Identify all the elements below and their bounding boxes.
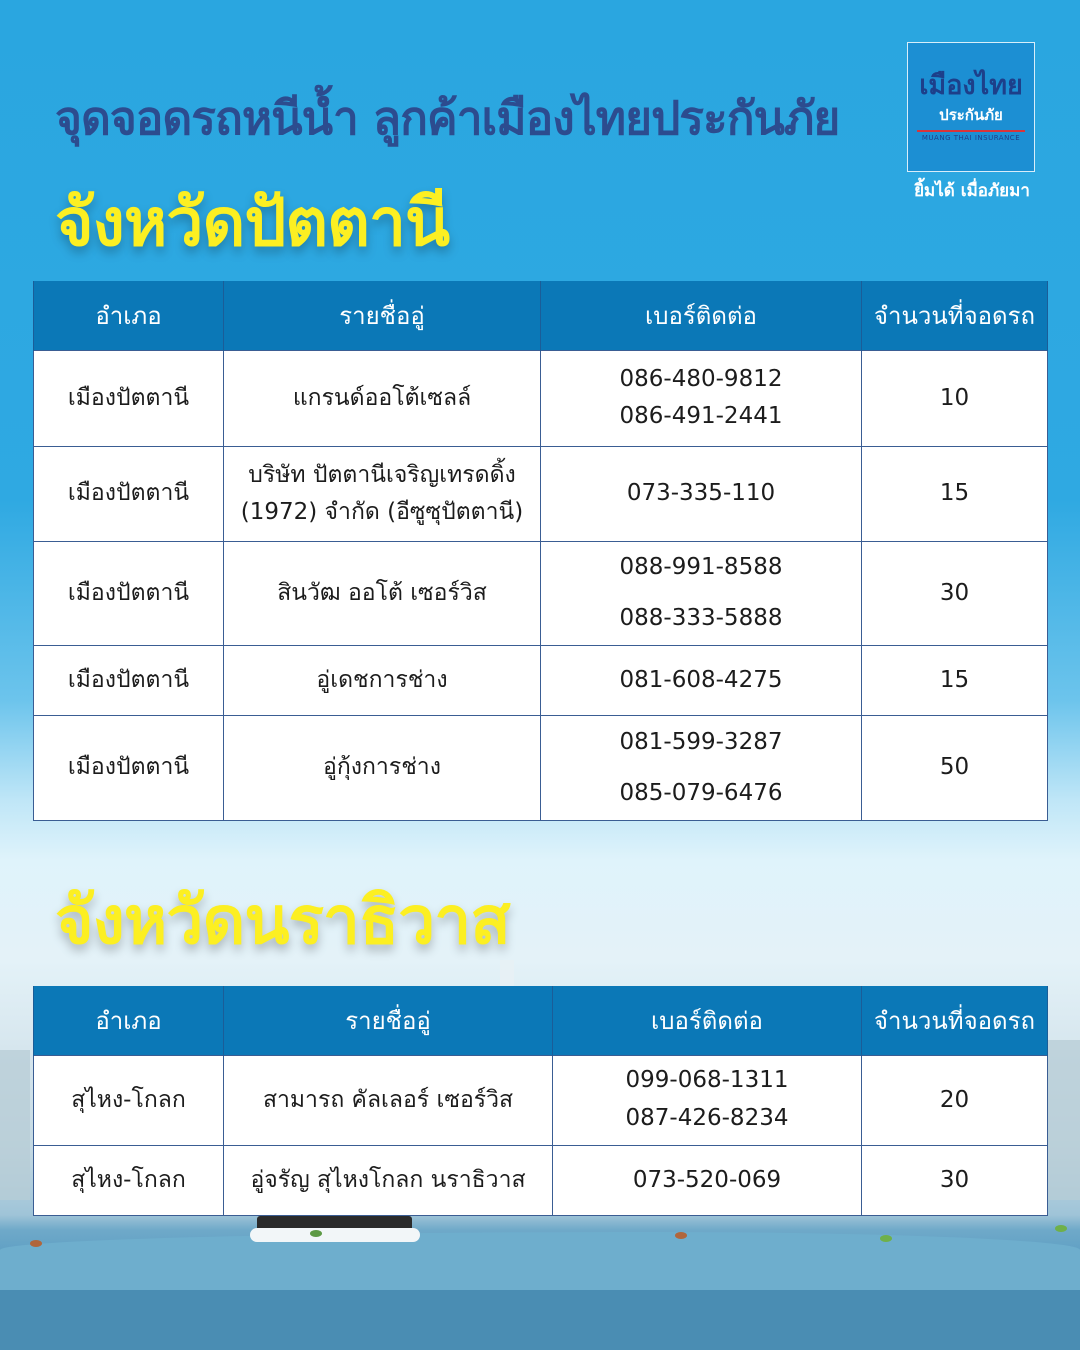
capacity-cell: 10 — [862, 350, 1048, 446]
capacity-cell: 30 — [862, 1145, 1048, 1215]
phone-number[interactable]: 081-608-4275 — [619, 666, 783, 693]
province-title-pattani: จังหวัดปัตตานี — [55, 184, 450, 261]
district-cell: เมืองปัตตานี — [34, 446, 224, 541]
phone-number[interactable]: 086-491-2441 — [619, 403, 783, 429]
phone-number[interactable]: 099-068-1311 — [625, 1067, 789, 1094]
phone-cell — [541, 541, 862, 645]
garage-cell: สินวัฒ ออโต้ เซอร์วิส — [224, 541, 541, 645]
phone-cell — [541, 446, 862, 541]
table-row — [34, 645, 1048, 715]
table-row — [34, 1055, 1048, 1145]
phone-cell — [553, 1145, 862, 1215]
logo-name-th: เมืองไทย — [919, 70, 1023, 101]
table-row — [34, 446, 1048, 541]
phone-number[interactable]: 086-480-9812 — [619, 366, 783, 393]
table-header-row — [34, 986, 1048, 1055]
column-header-phone: เบอร์ติดต่อ — [541, 281, 862, 350]
phone-cell — [541, 715, 862, 820]
phone-number[interactable]: 081-599-3287 — [619, 728, 783, 755]
phone-number[interactable]: 087-426-8234 — [625, 1105, 789, 1131]
garage-cell: อู่กุ้งการช่าง — [224, 715, 541, 820]
table-row — [34, 350, 1048, 446]
phone-number[interactable]: 085-079-6476 — [619, 779, 783, 806]
table-row — [34, 541, 1048, 645]
district-cell: สุไหง-โกลก — [34, 1145, 224, 1215]
garage-cell: สามารถ คัลเลอร์ เซอร์วิส — [224, 1055, 553, 1145]
garage-cell: แกรนด์ออโต้เซลล์ — [224, 350, 541, 446]
capacity-cell: 20 — [862, 1055, 1048, 1145]
phone-number[interactable]: 073-520-069 — [632, 1166, 782, 1193]
table-header-row — [34, 281, 1048, 350]
column-header-garage: รายชื่ออู่ — [224, 986, 553, 1055]
phone-cell — [553, 1055, 862, 1145]
capacity-cell: 30 — [862, 541, 1048, 645]
column-header-district: อำเภอ — [34, 986, 224, 1055]
column-header-district: อำเภอ — [34, 281, 224, 350]
column-header-phone: เบอร์ติดต่อ — [553, 986, 862, 1055]
logo-name-en: MUANG THAI INSURANCE — [921, 134, 1021, 142]
province-title-narathiwat: จังหวัดนราธิวาส — [55, 882, 510, 959]
district-cell: สุไหง-โกลก — [34, 1055, 224, 1145]
table-row — [34, 715, 1048, 820]
district-cell: เมืองปัตตานี — [34, 350, 224, 446]
garage-cell — [224, 446, 541, 541]
garage-cell: อู่เดชการช่าง — [224, 645, 541, 715]
phone-number[interactable]: 073-335-110 — [626, 480, 776, 507]
capacity-cell: 50 — [862, 715, 1048, 820]
phone-number[interactable]: 088-333-5888 — [619, 605, 783, 631]
logo-sub-th: ประกันภัย — [939, 106, 1003, 124]
capacity-cell: 15 — [862, 446, 1048, 541]
garage-name-line: บริษัท ปัตตานีเจริญเทรดดิ้ง — [248, 461, 516, 488]
water-foam — [250, 1228, 420, 1242]
garage-cell: อู่จรัญ สุไหงโกลก นราธิวาส — [224, 1145, 553, 1215]
submerged-car-icon — [257, 1216, 412, 1238]
phone-cell — [541, 645, 862, 715]
district-cell: เมืองปัตตานี — [34, 645, 224, 715]
table-row — [34, 1145, 1048, 1215]
pattani-parking-table — [33, 281, 1048, 821]
district-cell: เมืองปัตตานี — [34, 715, 224, 820]
capacity-cell: 15 — [862, 645, 1048, 715]
phone-number[interactable]: 088-991-8588 — [619, 554, 783, 581]
column-header-capacity: จำนวนที่จอดรถ — [862, 281, 1048, 350]
district-cell: เมืองปัตตานี — [34, 541, 224, 645]
garage-name-line: (1972) จำกัด (อีซูซุปัตตานี) — [240, 498, 524, 525]
page-title: จุดจอดรถหนีน้ำ ลูกค้าเมืองไทยประกันภัย — [55, 91, 840, 145]
logo-divider — [917, 130, 1025, 132]
column-header-garage: รายชื่ออู่ — [224, 281, 541, 350]
column-header-capacity: จำนวนที่จอดรถ — [862, 986, 1048, 1055]
logo-tagline: ยิ้มได้ เมื่อภัยมา — [914, 181, 1030, 201]
narathiwat-parking-table — [33, 986, 1048, 1216]
muang-thai-logo — [907, 42, 1035, 172]
phone-cell — [541, 350, 862, 446]
